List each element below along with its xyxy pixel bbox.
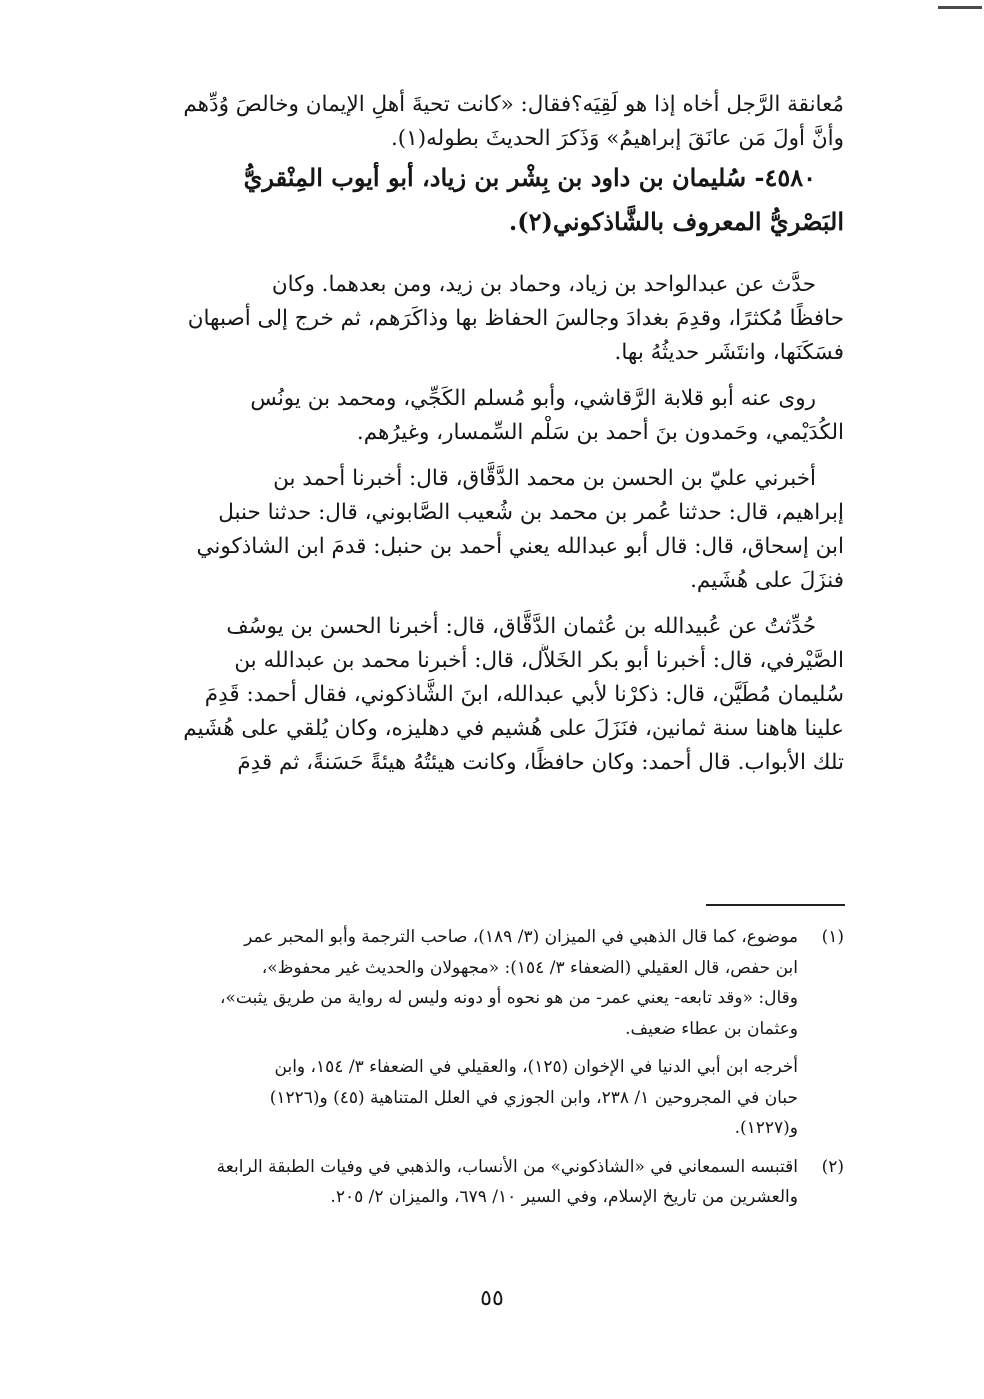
footnote-body	[144, 1152, 798, 1213]
heading-line: البَصْريُّ المعروف بالشَّاذكوني(٢).	[508, 207, 844, 236]
footnote-line: والعشرين من تاريخ الإسلام، وفي السير ١٠/ ٦٧٩، والميزان ٢/ ٢٠٥.	[330, 1187, 798, 1207]
footnote-line: ابن حفص، قال العقيلي (الضعفاء ٣/ ١٥٤): «مجهولان والحديث غير محفوظ»،	[261, 957, 798, 978]
text-line: وأنَّ أولَ مَن عانَقَ إبراهيمُ» وَذَكرَ الحديثَ بطوله(١).	[390, 126, 844, 151]
footnote-line: موضوع، كما قال الذهبي في الميزان (٣/ ١٨٩)، صاحب الترجمة وأبو المحبر عمر	[244, 927, 798, 947]
text-line: الكُدَيْمي، وحَمدون بنَ أحمد بن سَلْم السِّمسار، وغيرُهم.	[356, 420, 844, 445]
footnote-line: وقال: «وقد تابعه- يعني عمر- من هو نحوه أو دونه وليس له رواية من طريق يثبت»،	[220, 988, 798, 1008]
footnote-line: أخرجه ابن أبي الدنيا في الإخوان (١٢٥)، والعقيلي في الضعفاء ٣/ ١٥٤، وابن	[274, 1057, 798, 1077]
page-number: ٥٥	[480, 1286, 504, 1311]
footnotes	[144, 922, 844, 1213]
text-line: حافظًا مُكثرًا، وقدِمَ بغدادَ وجالسَ الحفاظ بها وذاكَرَهم، ثم خرج إلى أصبهان	[187, 306, 844, 331]
footnote-line: اقتبسه السمعاني في «الشاذكوني» من الأنساب، والذهبي في وفيات الطبقة الرابعة	[216, 1156, 798, 1177]
entry-heading	[144, 156, 844, 244]
footnote-line: حبان في المجروحين ١/ ٢٣٨، وابن الجوزي في العلل المتناهية (٤٥) و(١٢٢٦)	[269, 1087, 798, 1108]
footnote	[144, 1152, 844, 1213]
footnote-line: وعثمان بن عطاء ضعيف.	[625, 1018, 798, 1039]
text-line: أخبرني عليّ بن الحسن بن محمد الدَّقَّاق، قال: أخبرنا أحمد بن	[273, 466, 816, 491]
text-line: سُليمان مُطَيَّن، قال: ذكرْنا لأبي عبدالله، ابنَ الشَّاذكوني، فقال أحمد: قَدِمَ	[204, 682, 844, 707]
main-text	[144, 88, 844, 780]
footnote-subparagraph	[144, 1052, 798, 1144]
text-line: فسَكَنَها، وانتَشَر حديثُهُ بها.	[614, 340, 844, 365]
footnote	[144, 922, 844, 1144]
footnote-separator	[706, 904, 845, 906]
paragraph	[144, 462, 844, 598]
footnote-number: (١)	[821, 927, 844, 947]
footnote-number: (٢)	[821, 1156, 844, 1177]
text-line: علينا هاهنا سنة ثمانين، فنَزَلَ على هُشيم في دهليزه، وكان يُلقي على هُشَيم	[183, 716, 844, 741]
text-line: حدَّث عن عبدالواحد بن زياد، وحماد بن زيد، ومن بعدهما. وكان	[271, 272, 816, 297]
text-line: إبراهيم، قال: حدثنا عُمر بن محمد بن شُعيب الصَّابوني، قال: حدثنا حنبل	[218, 500, 844, 525]
footnote-line: و(١٢٢٧).	[734, 1118, 798, 1138]
intro-paragraph	[144, 88, 844, 156]
text-line: ابن إسحاق، قال: قال أبو عبدالله يعني أحمد بن حنبل: قدمَ ابن الشاذكوني	[196, 534, 844, 559]
footnote-body	[144, 922, 798, 1144]
text-line: الصَّيْرفي، قال: أخبرنا أبو بكر الخَلاَّل، قال: أخبرنا محمد بن عبدالله بن	[234, 648, 844, 673]
text-line: فنزَلَ على هُشَيم.	[690, 568, 844, 593]
heading-line: ٤٥٨٠- سُليمان بن داود بن بِشْر بن زياد، أبو أيوب المِنْقريُّ	[243, 163, 816, 192]
text-line: حُدِّثتُ عن عُبيدالله بن عُثمان الدَّقَّاق، قال: أخبرنا الحسن بن يوسُف	[226, 614, 816, 639]
paragraph	[144, 610, 844, 780]
paragraph	[144, 268, 844, 370]
text-line: تلك الأبواب. قال أحمد: وكان حافظًا، وكانت هيئتُهُ هيئةً حَسَنةً، ثم قدِمَ	[237, 750, 844, 775]
text-line: مُعانقة الرَّجل أخاه إذا هو لَقِيَه؟فقال: «كانت تحيةَ أهلِ الإيمان وخالصَ وُدِّهم	[183, 92, 844, 117]
text-line: روى عنه أبو قلابة الرَّقاشي، وأبو مُسلم الكَجِّي، ومحمد بن يونُس	[250, 386, 816, 411]
paragraph	[144, 382, 844, 450]
